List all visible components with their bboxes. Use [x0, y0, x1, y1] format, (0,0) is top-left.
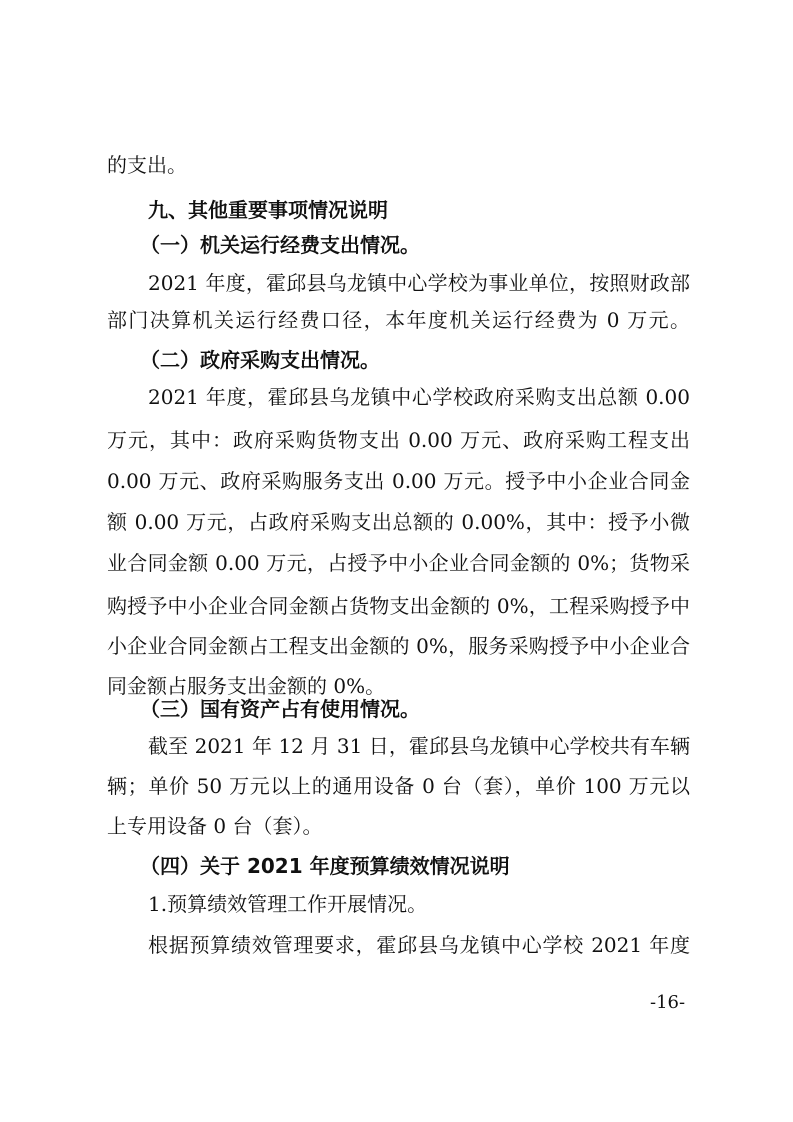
list-item: 1.预算绩效管理工作开展情况。 [148, 892, 428, 916]
paragraph-line: 辆；单价 50 万元以上的通用设备 0 台（套），单价 100 万元以 [107, 774, 690, 798]
subsection-heading: （三）国有资产占有使用情况。 [140, 697, 420, 721]
paragraph-line: 同金额占服务支出金额的 0%。 [107, 674, 386, 698]
paragraph-line: 的支出。 [107, 153, 187, 177]
paragraph-line: 额 0.00 万元，占政府采购支出总额的 0.00%，其中：授予小微 [107, 510, 690, 534]
paragraph-line: 业合同金额 0.00 万元，占授予中小企业合同金额的 0%；货物采 [107, 551, 690, 575]
paragraph-line: 2021 年度，霍邱县乌龙镇中心学校为事业单位，按照财政部 [148, 271, 690, 295]
subsection-heading: （二）政府采购支出情况。 [140, 348, 380, 372]
subsection-heading: （四）关于 2021 年度预算绩效情况说明 [140, 854, 510, 878]
paragraph-line: 根据预算绩效管理要求，霍邱县乌龙镇中心学校 2021 年度 [148, 933, 690, 957]
paragraph-line: 截至 2021 年 12 月 31 日，霍邱县乌龙镇中心学校共有车辆 [148, 734, 690, 758]
paragraph-line: 小企业合同金额占工程支出金额的 0%，服务采购授予中小企业合 [107, 634, 690, 658]
paragraph-line: 上专用设备 0 台（套）。 [107, 814, 323, 838]
paragraph-line: 0.00 万元、政府采购服务支出 0.00 万元。授予中小企业合同金 [107, 469, 690, 493]
section-heading: 九、其他重要事项情况说明 [148, 198, 388, 222]
page-number: -16- [650, 992, 686, 1013]
paragraph-line: 购授予中小企业合同金额占货物支出金额的 0%，工程采购授予中 [107, 594, 690, 618]
paragraph-line: 部门决算机关运行经费口径，本年度机关运行经费为 0 万元。 [107, 308, 690, 332]
paragraph-line: 万元，其中：政府采购货物支出 0.00 万元、政府采购工程支出 [107, 428, 690, 452]
paragraph-line: 2021 年度，霍邱县乌龙镇中心学校政府采购支出总额 0.00 [148, 385, 690, 409]
subsection-heading: （一）机关运行经费支出情况。 [140, 233, 420, 257]
